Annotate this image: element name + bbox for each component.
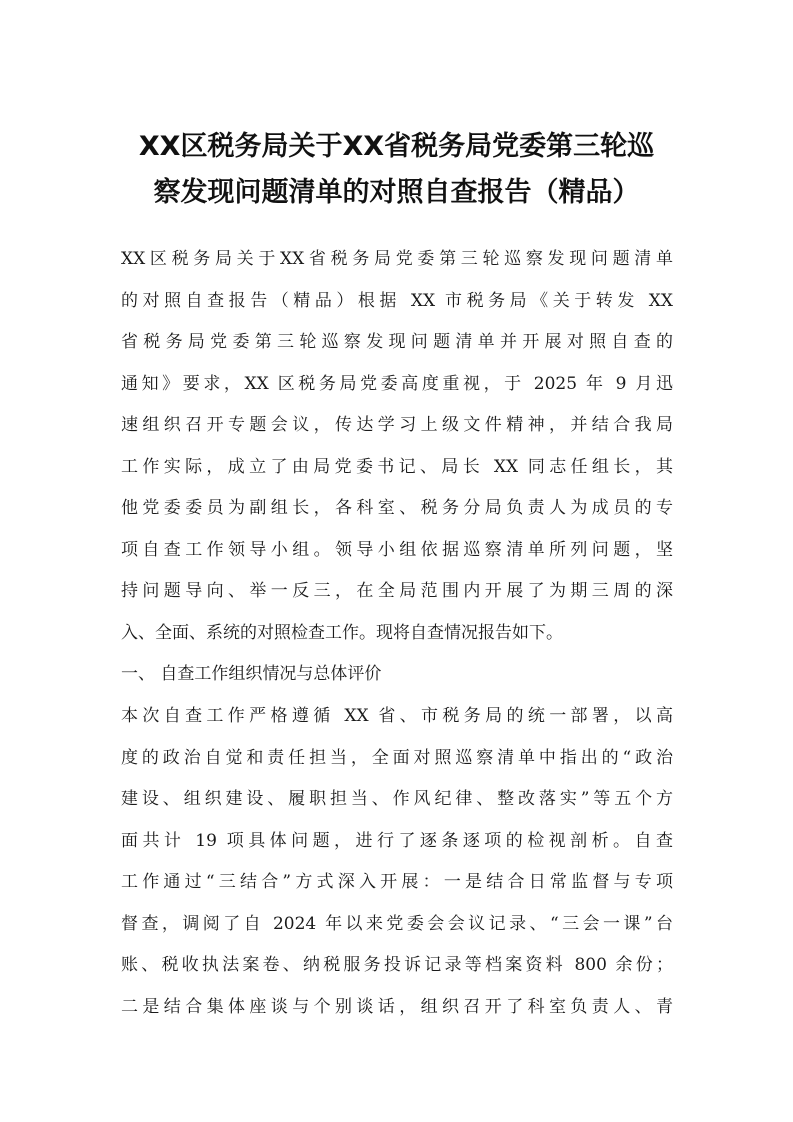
document-title-line-2: 察发现问题清单的对照自查报告（精品） [153, 177, 640, 208]
body-text-line: 工作实际，成立了由局党委书记、局长 XX 同志任组长，其 [121, 457, 673, 477]
body-text-line: 督查，调阅了自 2024 年以来党委会会议记录、“三会一课”台 [121, 914, 673, 934]
body-text-line: 二是结合集体座谈与个别谈话，组织召开了科室负责人、青 [121, 997, 673, 1017]
body-text-line: 面共计 19 项具体问题，进行了逐条逐项的检视剖析。自查 [121, 831, 673, 851]
body-text-line: 本次自查工作严格遵循 XX 省、市税务局的统一部署，以高 [121, 706, 673, 726]
body-text-line: XX区税务局关于XX省税务局党委第三轮巡察发现问题清单 [121, 249, 673, 269]
body-text-line: 项自查工作领导小组。领导小组依据巡察清单所列问题，坚 [121, 540, 673, 560]
body-text-line: 速组织召开专题会议，传达学习上级文件精神，并结合我局 [121, 415, 673, 435]
body-text-line: 入、全面、系统的对照检查工作。现将自查情况报告如下。 [121, 623, 563, 643]
body-text-line: 通知》要求，XX 区税务局党委高度重视，于 2025 年 9 月迅 [121, 374, 673, 394]
section-heading: 一、 自查工作组织情况与总体评价 [121, 664, 382, 684]
body-text-line: 的对照自查报告（精品）根据 XX 市税务局《关于转发 XX [121, 291, 673, 311]
body-text-line: 度的政治自觉和责任担当，全面对照巡察清单中指出的“政治 [121, 748, 673, 768]
body-text-line: 建设、组织建设、履职担当、作风纪律、整改落实”等五个方 [121, 789, 673, 809]
body-text-line: 工作通过“三结合”方式深入开展：一是结合日常监督与专项 [121, 872, 673, 892]
body-text-line: 他党委委员为副组长，各科室、税务分局负责人为成员的专 [121, 498, 673, 518]
body-text-line: 省税务局党委第三轮巡察发现问题清单并开展对照自查的 [121, 332, 673, 352]
body-text-line: 账、税收执法案卷、纳税服务投诉记录等档案资料 800 余份； [121, 955, 673, 975]
document-title-line-1: XX区税务局关于XX省税务局党委第三轮巡 [138, 131, 655, 162]
body-text-line: 持问题导向、举一反三，在全局范围内开展了为期三周的深 [121, 581, 673, 601]
